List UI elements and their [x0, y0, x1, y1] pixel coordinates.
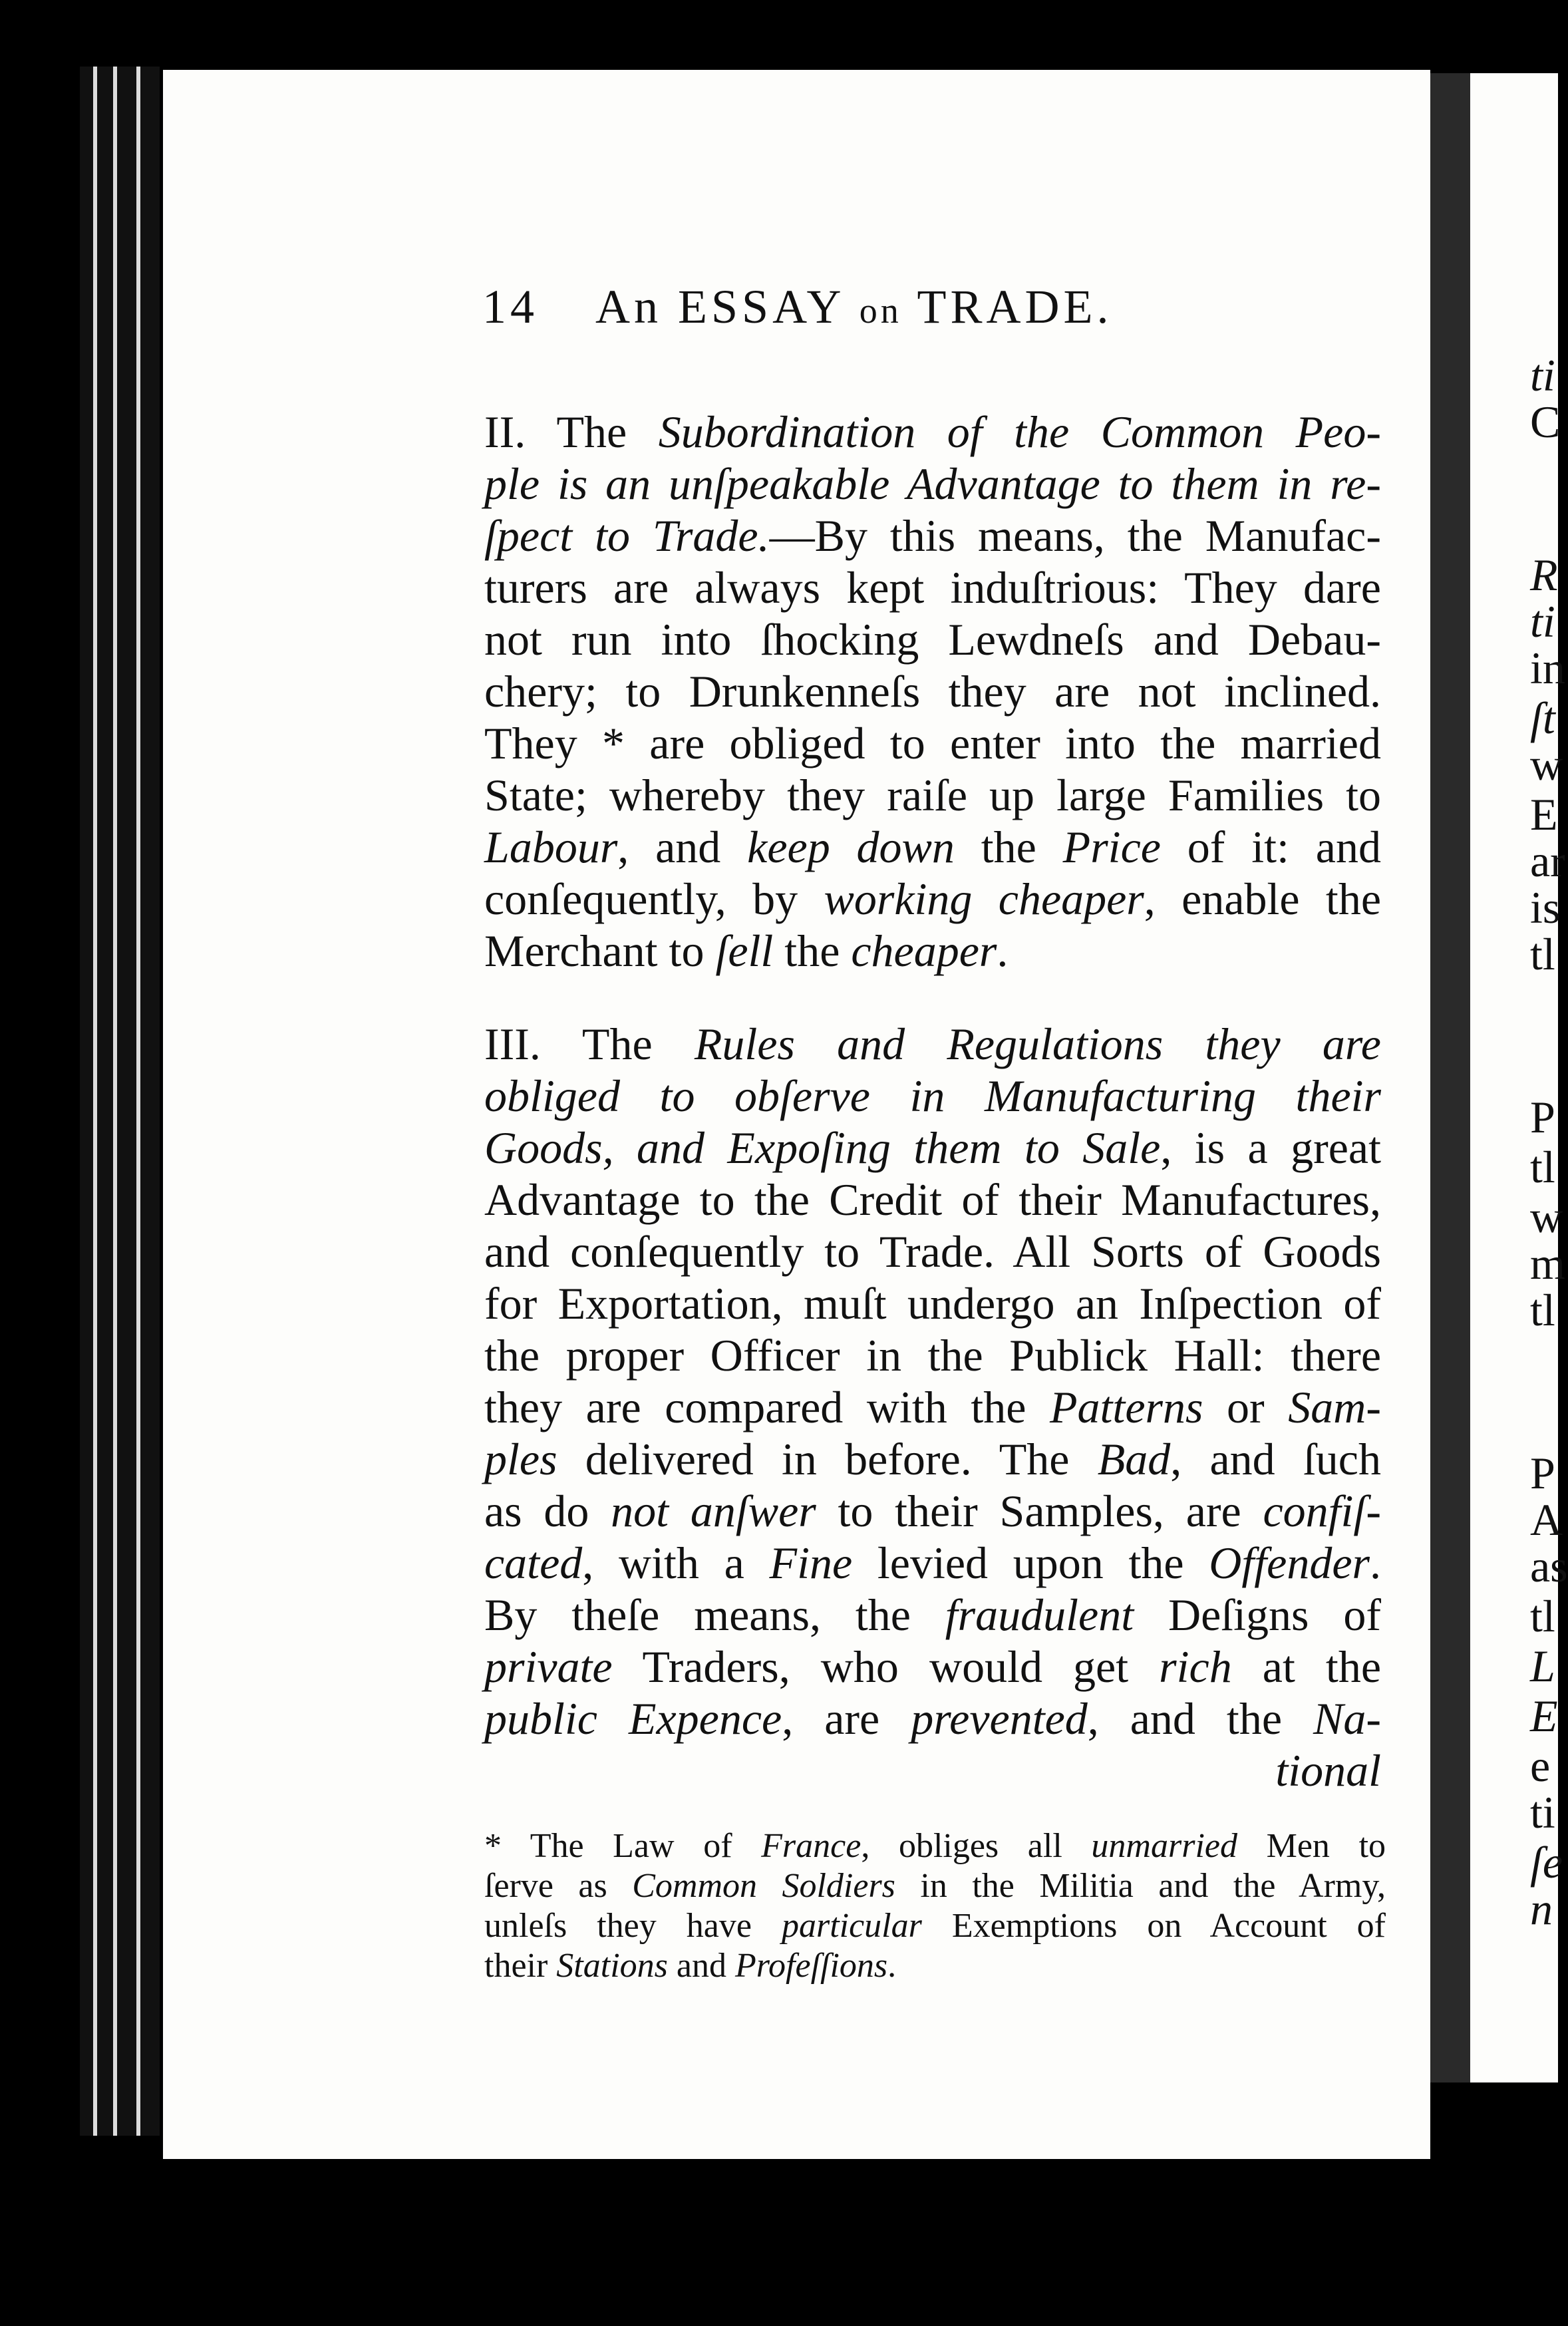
facing-page-fragment: in [1530, 643, 1565, 693]
facing-page-fragment: ti [1530, 350, 1555, 401]
facing-page-fragment: ar [1530, 836, 1565, 886]
facing-page-fragment: A [1530, 1494, 1563, 1545]
facing-page-fragment: tl [1530, 1142, 1555, 1192]
facing-page-fragment: P [1530, 1448, 1555, 1498]
text-line: cated, with a Fine levied upon the Offender. [484, 1538, 1381, 1588]
facing-page-fragment: ſe [1530, 1837, 1563, 1888]
facing-page-text-fragments [1530, 0, 1568, 2326]
text-line: ſpect to Trade.—By this means, the Manufac- [484, 510, 1381, 561]
facing-page-fragment: E [1530, 789, 1558, 840]
text-line: By theſe means, the fraudulent Deſigns of [484, 1589, 1382, 1640]
text-line: conſequently, by working cheaper, enable the [484, 874, 1381, 924]
text-line: public Expence, are prevented, and the Na- [484, 1693, 1381, 1744]
facing-page-fragment: e [1530, 1741, 1551, 1791]
text-line: not run into ſhocking Lewdneſs and Debau- [484, 614, 1381, 665]
text-line: Goods, and Expoſing them to Sale, is a great [484, 1122, 1381, 1173]
paragraph-iii [484, 1018, 1381, 1796]
text-line: chery; to Drunkenneſs they are not inclined. [484, 666, 1381, 717]
facing-page-fragment: w [1530, 739, 1563, 790]
running-header [482, 279, 1307, 346]
text-line: State; whereby they raiſe up large Families to [484, 770, 1381, 820]
text-line: ples delivered in before. The Bad, and ſuch [484, 1434, 1381, 1484]
text-line: turers are always kept induſtrious: They dare [484, 562, 1381, 613]
facing-page-fragment: E [1530, 1691, 1558, 1741]
facing-page-fragment: m [1530, 1238, 1565, 1289]
text-line: private Traders, who would get rich at the [484, 1641, 1381, 1692]
facing-page-fragment: C [1530, 397, 1561, 447]
facing-page-fragment: ti [1530, 596, 1555, 647]
text-line: and conſequently to Trade. All Sorts of Goods [484, 1226, 1381, 1277]
footnote-line: ſerve as Common Soldiers in the Militia and the Army, [484, 1867, 1386, 1905]
catchword: tional [1275, 1745, 1381, 1796]
footnote-line: unleſs they have particular Exemptions on Account of [484, 1907, 1386, 1945]
facing-page-fragment: w [1530, 1192, 1563, 1242]
text-line: They * are obliged to enter into the married [484, 718, 1381, 768]
facing-page-fragment: is [1530, 882, 1561, 933]
page-number: 14 [482, 280, 538, 333]
facing-page-fragment: tl [1530, 1285, 1555, 1335]
facing-page-fragment: P [1530, 1092, 1555, 1142]
text-line: the proper Officer in the Publick Hall: there [484, 1330, 1381, 1381]
text-line: II. The Subordination of the Common Peo- [484, 407, 1381, 457]
facing-page-fragment: ſt [1530, 693, 1555, 743]
text-line: Merchant to ſell the cheaper. [484, 925, 1009, 976]
book-binding-edge [80, 67, 160, 2136]
text-line: obliged to obſerve in Manufacturing their [484, 1071, 1381, 1121]
facing-page-fragment: tl [1530, 929, 1555, 979]
footnote-line: * The Law of France, obliges all unmarried Men to [484, 1827, 1386, 1865]
facing-page-fragment: ti [1530, 1787, 1555, 1838]
text-line: for Exportation, muſt undergo an Inſpection of [484, 1278, 1381, 1329]
facing-page-fragment: n [1530, 1884, 1553, 1934]
paragraph-ii [484, 406, 1381, 977]
facing-page-fragment: R [1530, 550, 1558, 600]
text-line: III. The Rules and Regulations they are [484, 1019, 1381, 1069]
footnote [484, 1826, 1386, 1986]
text-line: ple is an unſpeakable Advantage to them in re- [484, 458, 1381, 509]
text-line: as do not anſwer to their Samples, are confiſ- [484, 1486, 1381, 1536]
facing-page-gutter [1430, 73, 1470, 2082]
facing-page-fragment: L [1530, 1641, 1555, 1691]
text-line: Advantage to the Credit of their Manufactures, [484, 1174, 1381, 1225]
footnote-line: their Stations and Profeſſions. [484, 1947, 897, 1985]
facing-page-fragment: as [1530, 1541, 1568, 1591]
text-line: Labour, and keep down the Price of it: and [484, 822, 1381, 872]
facing-page-fragment: tl [1530, 1591, 1555, 1641]
text-line: they are compared with the Patterns or Sam- [484, 1382, 1381, 1432]
running-title: An ESSAY on TRADE. [595, 280, 1113, 333]
